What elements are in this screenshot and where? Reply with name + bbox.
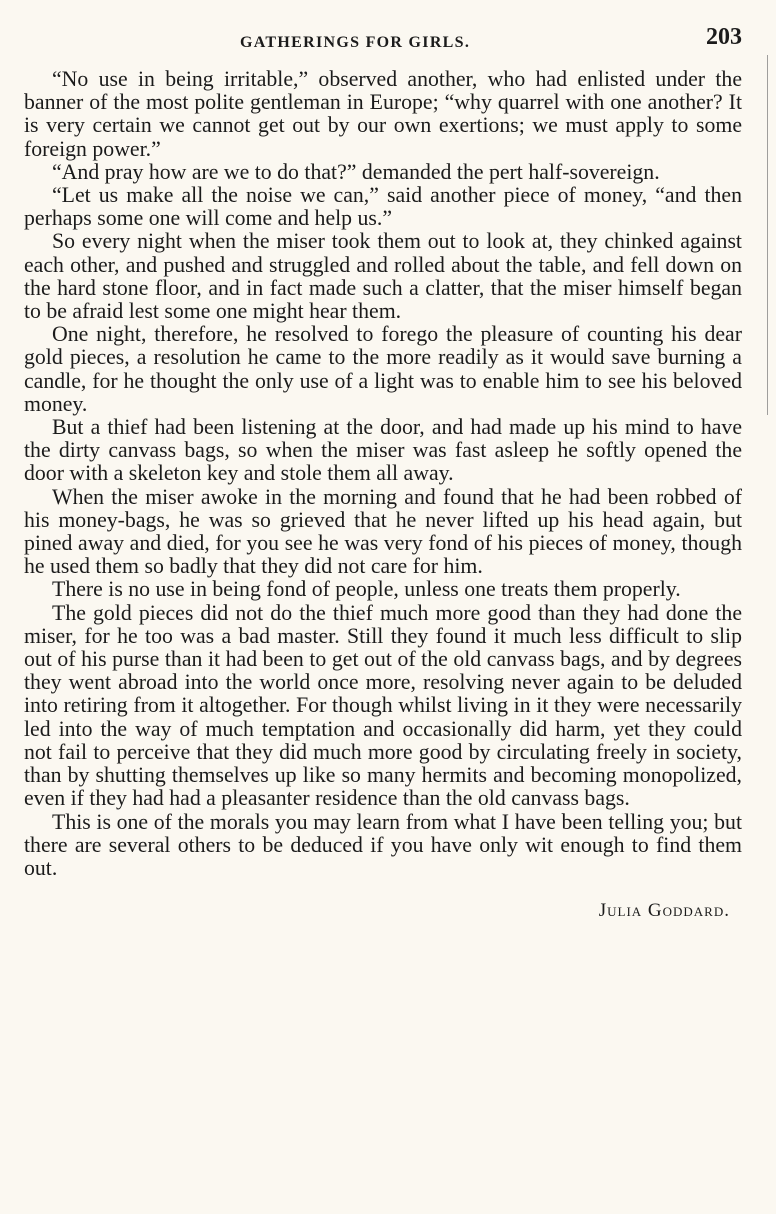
paragraph: “Let us make all the noise we can,” said another piece of money, “and then perhaps some one will come and help us.” xyxy=(24,183,742,231)
paragraph: “And pray how are we to do that?” demanded the pert half-sovereign. xyxy=(52,159,660,184)
page-edge-line xyxy=(767,55,768,415)
running-head: GATHERINGS FOR GIRLS. xyxy=(240,34,471,51)
paragraph: The gold pieces did not do the thief much more good than they had done the miser, for he too was a bad master. Still they found it much less difficult to slip out of his purse than it had been to get out of the old canvass bags, and by degrees they went abroad into the world once more, resolving never again to be deluded into retiring from it altogether. For though whilst living in it they were necessarily led into the way of much temptation and occasionally did harm, yet they could not fail to perceive that they did much more good by circulating freely in society, than by shutting themselves up like so many hermits and becoming monopolized, even if they had had a pleasanter residence than the old canvass bags. xyxy=(24,600,742,811)
paragraph: But a thief had been listening at the door, and had made up his mind to have the dirty canvass bags, so when the miser was fast asleep he softly opened the door with a skeleton key and stole them all away. xyxy=(24,415,742,486)
story-text xyxy=(24,68,742,880)
author-signature: Julia Goddard. xyxy=(598,900,730,922)
page-number: 203 xyxy=(706,24,742,50)
paragraph: This is one of the morals you may learn from what I have been telling you; but there are several others to be deduced if you have only wit enough to find them out. xyxy=(24,809,742,880)
paragraph: One night, therefore, he resolved to forego the pleasure of counting his dear gold pieces, a resolution he came to the more readily as it would save burning a candle, for he thought the only use of a light was to enable him to see his beloved money. xyxy=(24,322,742,416)
paragraph: When the miser awoke in the morning and found that he had been robbed of his money-bags, he was so grieved that he never lifted up his head again, but pined away and died, for you see he was very fond of his pieces of money, though he used them so badly that they did not care for him. xyxy=(24,484,742,579)
paragraph: “No use in being irritable,” observed another, who had enlisted under the banner of the most polite gentleman in Europe; “why quarrel with one another? It is very certain we cannot get out by our own exertions; we must apply to some foreign power.” xyxy=(24,67,742,161)
paragraph: There is no use in being fond of people, unless one treats them properly. xyxy=(52,577,681,602)
paragraph: So every night when the miser took them out to look at, they chinked against each other, and pushed and struggled and rolled about the table, and fell down on the hard stone floor, and in fact made such a clatter, that the miser himself began to be afraid lest some one might hear them. xyxy=(24,229,742,324)
page-header xyxy=(24,24,742,64)
